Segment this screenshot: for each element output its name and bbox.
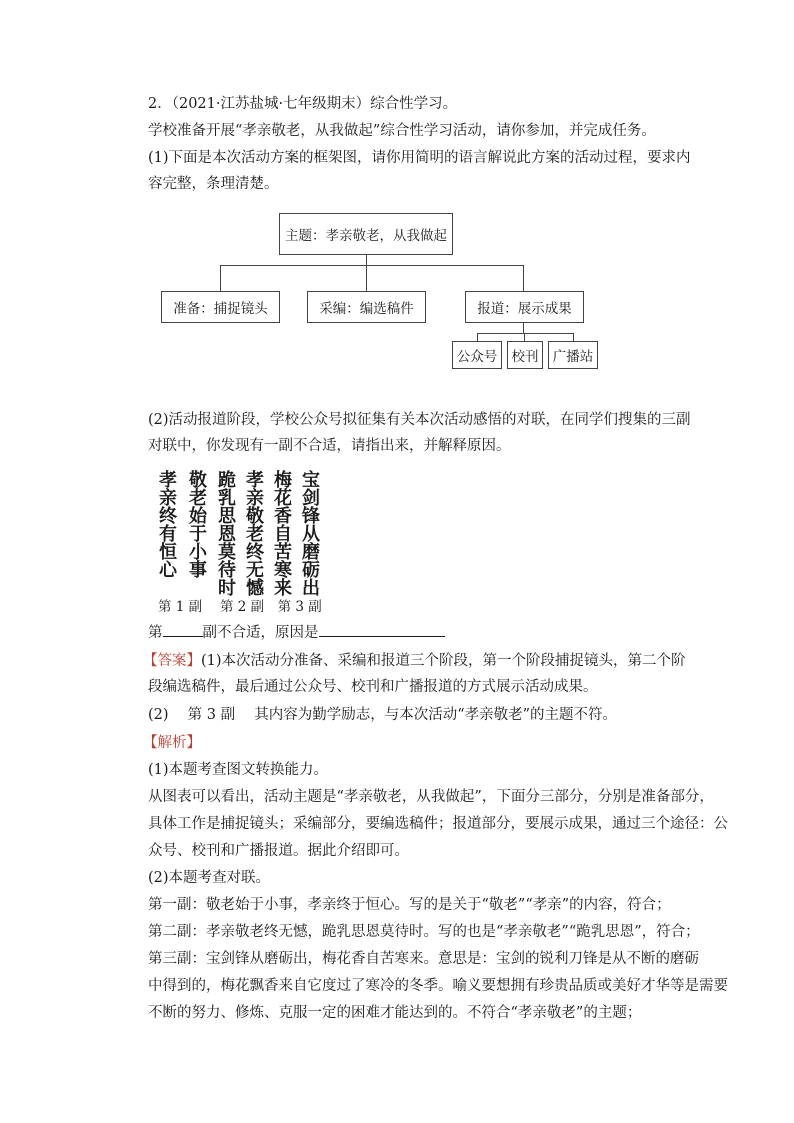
analysis-line: 第三副：宝剑锋从磨砺出，梅花香自苦寒来。意思是：宝剑的锐利刀锋是从不断的磨砺 xyxy=(148,951,699,967)
couplet-caption: 第 1 副 第 2 副 第 3 副 xyxy=(158,599,322,615)
connector xyxy=(573,333,574,341)
connector xyxy=(477,333,478,341)
couplet-3-line-b: 宝剑锋从磨砺出 xyxy=(299,470,320,596)
blank-reason[interactable] xyxy=(319,622,445,637)
connector xyxy=(366,265,367,291)
diagram-prep-box: 准备：捕捉镜头 xyxy=(161,291,280,323)
analysis-line: (1)本题考查图文转换能力。 xyxy=(148,762,329,778)
analysis-line: 不断的努力、修炼、克服一定的困难才能达到的。不符合“孝亲敬老”的主题； xyxy=(148,1005,642,1021)
diagram-channel-official-account: 公众号 xyxy=(452,341,502,369)
connector xyxy=(523,265,524,291)
couplet-3-line-a: 梅花香自苦寒来 xyxy=(271,470,292,596)
couplet-1-line-b: 敬老始于小事 xyxy=(186,470,207,578)
analysis-line: 具体工作是捕捉镜头；采编部分，要编选稿件；报道部分，要展示成果，通过三个途径：公 xyxy=(148,816,728,832)
part1-line1: (1)下面是本次活动方案的框架图，请你用简明的语言解说此方案的活动过程，要求内 xyxy=(148,150,691,166)
diagram-channel-school-magazine: 校刊 xyxy=(507,341,543,369)
answer-2: (2) 第 3 副 其内容为勤学励志，与本次活动“孝亲敬老”的主题不符。 xyxy=(148,707,618,723)
analysis-line: (2)本题考查对联。 xyxy=(148,870,271,886)
diagram-report-box: 报道：展示成果 xyxy=(465,291,584,323)
diagram-theme-box: 主题：孝亲敬老，从我做起 xyxy=(279,213,453,255)
part1-line2: 容完整，条理清楚。 xyxy=(148,176,279,192)
diagram-edit-box: 采编：编选稿件 xyxy=(307,291,426,323)
diagram-channel-radio: 广播站 xyxy=(548,341,598,369)
blank-couplet-number[interactable] xyxy=(163,622,203,637)
fill-middle: 副不合适，原因是 xyxy=(202,625,319,641)
connector xyxy=(366,255,367,265)
connector xyxy=(524,333,525,341)
part2-line1: (2)活动报道阶段，学校公众号拟征集有关本次活动感悟的对联，在同学们搜集的三副 xyxy=(148,412,691,428)
analysis-line: 第二副：孝亲敬老终无憾，跪乳思恩莫待时。写的也是“孝亲敬老”“跪乳思恩”，符合； xyxy=(148,924,700,940)
couplet-2-line-b: 孝亲敬老终无憾 xyxy=(243,470,264,596)
analysis-line: 从图表可以看出，活动主题是“孝亲敬老，从我做起”，下面分三部分，分别是准备部分， xyxy=(148,789,714,805)
question-number-source: 2．（2021·江苏盐城·七年级期末）综合性学习。 xyxy=(148,96,458,112)
answer-1-line1: (1)本次活动分准备、采编和报道三个阶段，第一个阶段捕捉镜头，第二个阶 xyxy=(201,653,686,669)
answer-tag: 【答案】 xyxy=(143,653,201,669)
connector xyxy=(220,265,523,266)
couplet-2-line-a: 跪乳思恩莫待时 xyxy=(215,470,236,596)
analysis-line: 第一副：敬老始于小事，孝亲终于恒心。写的是关于“敬老”“孝亲”的内容，符合； xyxy=(148,897,671,913)
question-intro: 学校准备开展“孝亲敬老，从我做起”综合性学习活动，请你参加，并完成任务。 xyxy=(148,123,656,139)
part2-line2: 对联中，你发现有一副不合适，请指出来，并解释原因。 xyxy=(148,438,511,454)
couplet-1-line-a: 孝亲终有恒心 xyxy=(156,470,177,578)
analysis-line: 中得到的，梅花飘香来自它度过了寒冷的冬季。喻义要想拥有珍贵品质或美好才华等是需要 xyxy=(148,978,728,994)
answer-line1 xyxy=(143,649,686,674)
analysis-tag: 【解析】 xyxy=(143,735,201,751)
analysis-line: 众号、校刊和广播报道。据此介绍即可。 xyxy=(148,843,409,859)
fill-prefix: 第 xyxy=(148,625,163,641)
fill-in-line xyxy=(148,621,658,646)
connector xyxy=(477,333,574,334)
connector xyxy=(220,265,221,291)
connector xyxy=(523,323,524,333)
answer-1-line2: 段编选稿件，最后通过公众号、校刊和广播报道的方式展示活动成果。 xyxy=(148,679,598,695)
